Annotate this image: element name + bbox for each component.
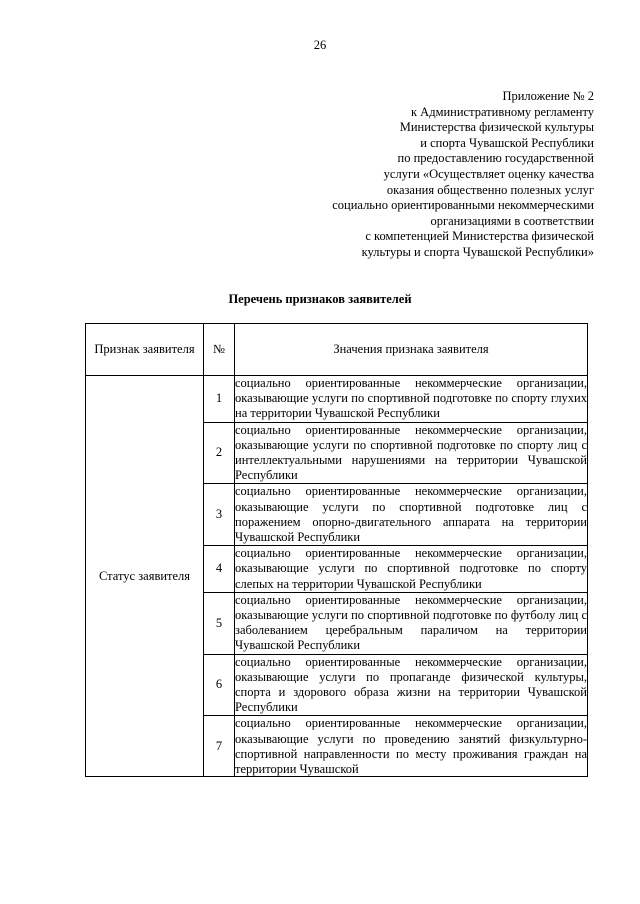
row-value: социально ориентированные некоммерческие организации, оказывающие услуги по спортивной подготовке по спорту слепых на территории Чувашской Республики <box>235 546 587 591</box>
appendix-line: услуги «Осуществляет оценку качества <box>383 166 594 181</box>
row-number: 1 <box>204 376 235 423</box>
row-number: 3 <box>204 484 235 546</box>
row-value: социально ориентированные некоммерческие организации, оказывающие услуги по спортивной подготовке лиц с поражением опорно-двигательного аппарата на территории Чувашской Республики <box>235 484 587 545</box>
criterion-status-cell: Статус заявителя <box>86 376 204 777</box>
table-row <box>86 376 588 423</box>
appendix-line: культуры и спорта Чувашской Республики» <box>361 244 594 259</box>
row-number: 5 <box>204 592 235 654</box>
row-number: 6 <box>204 654 235 716</box>
document-title: Перечень признаков заявителей <box>228 292 412 306</box>
applicant-criteria-table <box>85 323 588 777</box>
appendix-line: организациями в соответствии <box>430 213 594 228</box>
row-value: социально ориентированные некоммерческие организации, оказывающие услуги по пропаганде физической культуры, спорта и здорового образа жизни на территории Чувашской Республики <box>235 654 587 715</box>
appendix-line: и спорта Чувашской Республики <box>420 135 594 150</box>
row-value: социально ориентированные некоммерческие организации, оказывающие услуги по спортивной подготовке по футболу лиц с заболеванием церебральным параличом на территории Чувашской Республики <box>235 592 587 653</box>
row-value: социально ориентированные некоммерческие организации, оказывающие услуги по проведению занятий физкультурно-спортивной направленности по месту проживания граждан на территории Чувашской <box>235 716 587 777</box>
row-value-clipped <box>235 716 588 777</box>
header-criterion: Признак заявителя <box>86 324 204 376</box>
appendix-line: с компетенцией Министерства физической <box>365 229 594 244</box>
appendix-header <box>332 89 594 261</box>
row-number: 4 <box>204 546 235 593</box>
appendix-line: Министерства физической культуры <box>399 120 594 135</box>
appendix-line: социально ориентированными некоммерческими <box>332 198 594 213</box>
page-number: 26 <box>313 38 327 52</box>
header-number: № <box>204 324 235 376</box>
table-header-row <box>86 324 588 376</box>
appendix-line: оказания общественно полезных услуг <box>386 182 594 197</box>
row-value: социально ориентированные некоммерческие организации, оказывающие услуги по спортивной подготовке по спорту лиц с интеллектуальными нарушениями на территории Чувашской Республики <box>235 422 587 483</box>
appendix-line: Приложение № 2 <box>502 89 594 103</box>
appendix-line: к Административному регламенту <box>410 104 594 119</box>
row-number: 7 <box>204 716 235 777</box>
header-values: Значения признака заявителя <box>235 324 588 376</box>
row-value: социально ориентированные некоммерческие организации, оказывающие услуги по спортивной подготовке по спорту глухих на территории Чувашской Республики <box>235 376 587 421</box>
row-number: 2 <box>204 422 235 484</box>
appendix-line: по предоставлению государственной <box>397 151 594 166</box>
